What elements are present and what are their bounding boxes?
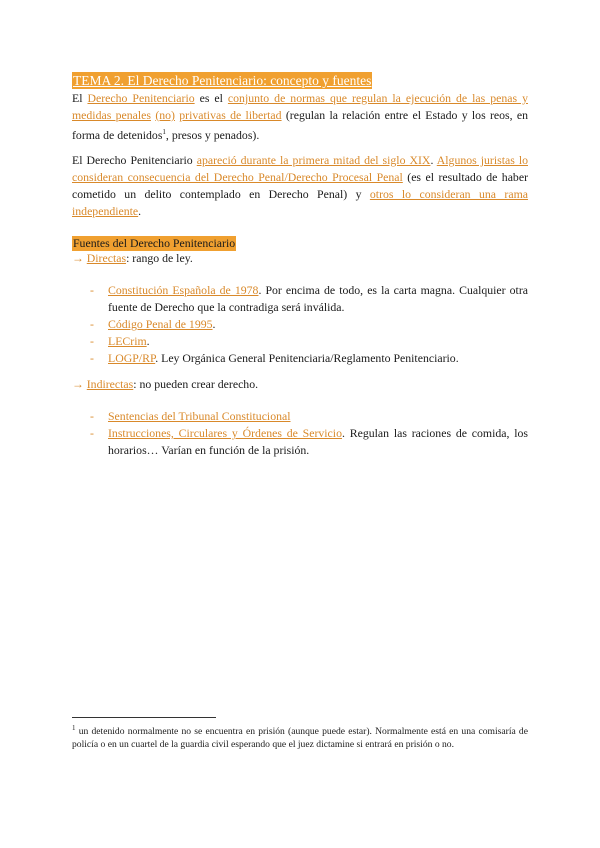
link-conjunto-normas[interactable]: conjunto de normas que regulan la ejecución de las penas y medidas penales (72, 91, 528, 122)
section-heading: Fuentes del Derecho Penitenciario (73, 236, 236, 250)
list-item: - Instrucciones, Circulares y Órdenes de Servicio. Regulan las raciones de comida, los horarios… Varían en función de la prisión. (90, 426, 528, 457)
link-codigo-penal[interactable]: Código Penal de 1995 (108, 317, 213, 331)
link-sentencias-tc[interactable]: Sentencias del Tribunal Constitucional (108, 409, 291, 423)
list-item: - Sentencias del Tribunal Constitucional (90, 409, 291, 423)
link-derecho-penitenciario[interactable]: Derecho Penitenciario (87, 91, 195, 105)
link-siglo-xix[interactable]: apareció durante la primera mitad del siglo XIX (196, 153, 431, 167)
arrow-icon: → (72, 251, 84, 265)
directas-line: → Directas: rango de ley. (72, 251, 193, 265)
arrow-icon: → (72, 377, 84, 391)
directas-list (72, 282, 528, 367)
link-lecrim[interactable]: LECrim (108, 334, 147, 348)
list-item: - LOGP/RP. Ley Orgánica General Penitenciaria/Reglamento Penitenciario. (90, 351, 459, 365)
link-no[interactable]: (no) (155, 108, 175, 122)
link-rama-independiente[interactable]: otros lo consideran una rama independiente (72, 187, 528, 218)
link-indirectas[interactable]: Indirectas (86, 377, 134, 391)
paragraph-origin: El Derecho Penitenciario apareció durante la primera mitad del siglo XIX. Algunos juristas lo consideran consecuencia del Derecho Penal/Derecho Procesal Penal (es el resultado de haber cometido un delito contemplado en Derecho Penal) y otros lo consideran una rama independiente. (72, 153, 528, 218)
list-item: - LECrim. (90, 334, 150, 348)
footnote-separator (72, 717, 216, 718)
link-instrucciones[interactable]: Instrucciones, Circulares y Órdenes de Servicio (108, 426, 342, 440)
link-logp-rp[interactable]: LOGP/RP (108, 351, 156, 365)
footnote: $^1$ un detenido normalmente no se encuentra en prisión (aunque puede estar). Normalmente está en una comisaría de policía o en un cuartel de la guardia civil esperando que el juez dictamine si entrará en prisión o no. (72, 724, 528, 751)
indirectas-list (72, 408, 528, 459)
paragraph-definition: El Derecho Penitenciario es el conjunto de normas que regulan la ejecución de las penas y medidas penales (no) privativas de libertad (regulan la relación entre el Estado y los reos, en forma de detenidos$^1$, presos y penados). (72, 91, 529, 142)
page-title: TEMA 2. El Derecho Penitenciario: concepto y fuentes (73, 73, 372, 88)
list-item: - Código Penal de 1995. (90, 317, 216, 331)
indirectas-line: → Indirectas: no pueden crear derecho. (72, 377, 259, 391)
list-item: - Constitución Española de 1978. Por encima de todo, es la carta magna. Cualquier otra fuente de Derecho que la contradiga será inválida. (90, 283, 528, 314)
link-algunos-juristas[interactable]: Algunos juristas lo consideran consecuencia del Derecho Penal/Derecho Procesal Penal (72, 153, 528, 184)
link-constitucion[interactable]: Constitución Española de 1978 (108, 283, 259, 297)
link-privativas-libertad[interactable]: privativas de libertad (179, 108, 282, 122)
footnote-reference[interactable]: 1 (162, 128, 166, 136)
link-directas[interactable]: Directas (86, 251, 127, 265)
